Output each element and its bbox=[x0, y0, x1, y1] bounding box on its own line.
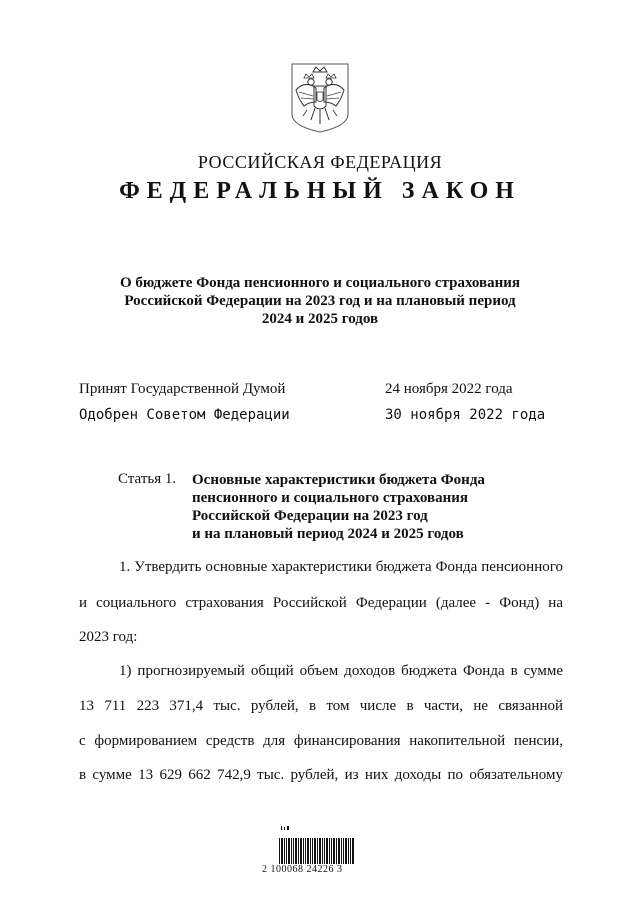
article-title-line: Российской Федерации на 2023 год bbox=[192, 508, 428, 524]
body-line: 1. Утвердить основные характеристики бюджета Фонда пенсионного bbox=[119, 559, 563, 575]
body-line: 1) прогнозируемый общий объем доходов бюджета Фонда в сумме bbox=[119, 663, 563, 679]
article-title-line: Основные характеристики бюджета Фонда bbox=[192, 472, 485, 488]
body-line: в сумме 13 629 662 742,9 тыс. рублей, из них доходы по обязательному bbox=[79, 767, 563, 783]
country-name: РОССИЙСКАЯ ФЕДЕРАЦИЯ bbox=[197, 152, 443, 172]
law-type-heading: ФЕДЕРАЛЬНЫЙ ЗАКОН bbox=[119, 178, 521, 204]
coat-of-arms-icon bbox=[289, 62, 351, 134]
article-title-line: пенсионного и социального страхования bbox=[192, 490, 468, 506]
body-line: 13 711 223 371,4 тыс. рублей, в том числе в части, не связанной bbox=[79, 698, 563, 714]
adopted-date: 24 ноября 2022 года bbox=[385, 381, 513, 397]
article-title-line: и на плановый период 2024 и 2025 годов bbox=[192, 526, 464, 542]
body-line: 2023 год: bbox=[79, 629, 138, 645]
body-line: с формированием средств для финансирования накопительной пенсии, bbox=[79, 733, 563, 749]
approved-date: 30 ноября 2022 года bbox=[385, 407, 546, 423]
body-line: и социального страхования Российской Федерации (далее - Фонд) на bbox=[79, 595, 563, 611]
law-title-line: 2024 и 2025 годов bbox=[261, 311, 379, 327]
article-title bbox=[192, 471, 532, 543]
adopted-label: Принят Государственной Думой bbox=[79, 381, 286, 397]
law-title-line: Российской Федерации на 2023 год и на плановый период bbox=[124, 293, 516, 309]
law-title-line: О бюджете Фонда пенсионного и социального страхования bbox=[119, 275, 521, 291]
approved-label: Одобрен Советом Федерации bbox=[79, 407, 290, 423]
article-label: Статья 1. bbox=[118, 471, 177, 487]
law-title bbox=[90, 274, 550, 328]
barcode-number: 2 100068 24226 3 bbox=[262, 864, 343, 875]
